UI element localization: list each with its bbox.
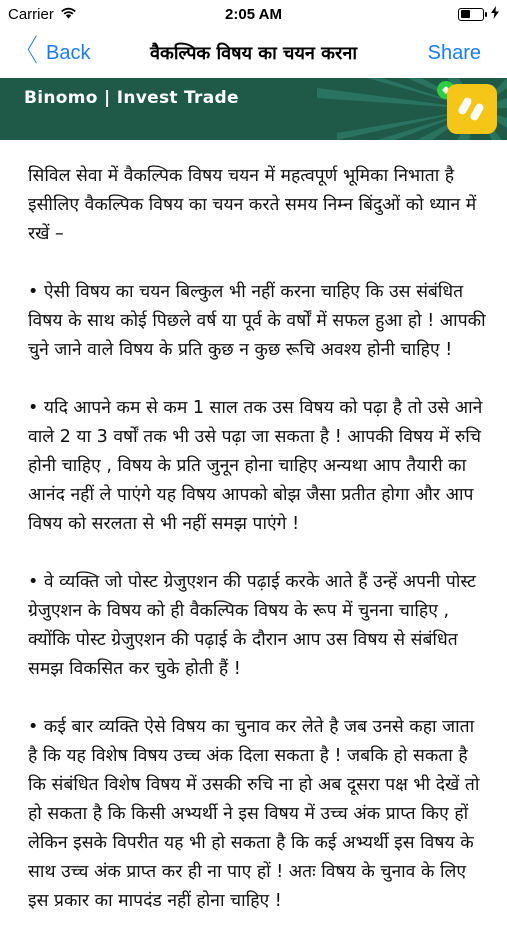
carrier-label: Carrier [8,5,54,23]
share-button[interactable]: Share [427,41,481,64]
article-point-3: • वे व्यक्ति जो पोस्ट ग्रेजुएशन की पढ़ाई करके आते हैं उन्हें अपनी पोस्ट ग्रेजुएशन के विषय को ही वैकल्पिक विषय के रूप में चुनना चाहिए , क्योंकि पोस्ट ग्रेजुएशन की पढ़ाई के दौरान आप उस विषय से संबंधित समझ विकसित कर चुके होती हैं ! [28,572,477,679]
article-content [28,162,488,945]
battery-icon [458,8,484,21]
status-bar [0,0,507,28]
wifi-icon [60,6,77,23]
chevron-left-icon: 〈 [16,34,38,68]
page-title: वैकल्पिक विषय का चयन करना [149,43,358,64]
binomo-logo-icon [447,84,497,134]
article-point-2: • यदि आपने कम से कम 1 साल तक उस विषय को पढ़ा है तो उसे आने वाले 2 या 3 वर्षों तक भी उसे पढ़ा जा सकता है ! आपकी विषय में रुचि होनी चाहिए , विषय के प्रति जुनून होना चाहिए अन्यथा आप तैयारी का आनंद नहीं ले पाएंगे यह विषय आपको बोझ जैसा प्रतीत होगा और आप विषय को सरलता से भी नहीं समझ पाएंगे ! [28,398,483,534]
status-right [458,6,499,23]
back-button[interactable] [12,34,91,68]
article-point-4: • कई बार व्यक्ति ऐसे विषय का चुनाव कर लेते है जब उनसे कहा जाता है कि यह विशेष विषय उच्च अंक दिला सकता है ! जबकि हो सकता है कि संबंधित विशेष विषय में उसकी रुचि ना हो अब दूसरा पक्ष भी देखें तो हो सकता है कि किसी अभ्यर्थी ने इस विषय में उच्च अंक प्राप्त किए हों लेकिन इसके विपरीत यह भी हो सकता है कि कई अभ्यर्थी इस विषय के साथ उच्च अंक प्राप्त कर ही ना पाए हों ! अतः विषय के चुनाव के लिए इस प्रकार का मापदंड नहीं होना चाहिए ! [28,717,480,911]
status-left [8,6,77,23]
navigation-bar [0,28,507,78]
ad-banner[interactable] [0,78,507,140]
charging-icon [491,6,499,23]
article-intro: सिविल सेवा में वैकल्पिक विषय चयन में महत्वपूर्ण भूमिका निभाता है इसीलिए वैकल्पिक विषय का चयन करते समय निम्न बिंदुओं को ध्यान में रखें – [28,166,477,244]
status-time: 2:05 AM [225,5,282,23]
back-label: Back [46,41,91,64]
article-point-1: • ऐसी विषय का चयन बिल्कुल भी नहीं करना चाहिए कि उस संबंधित विषय के साथ कोई पिछले वर्ष या पूर्व के वर्षों में सफल हुआ हो ! आपकी चुने जाने वाले विषय के प्रति कुछ न कुछ रूचि अवश्य होनी चाहिए ! [28,282,486,360]
ad-title: Binomo | Invest Trade [24,88,239,108]
